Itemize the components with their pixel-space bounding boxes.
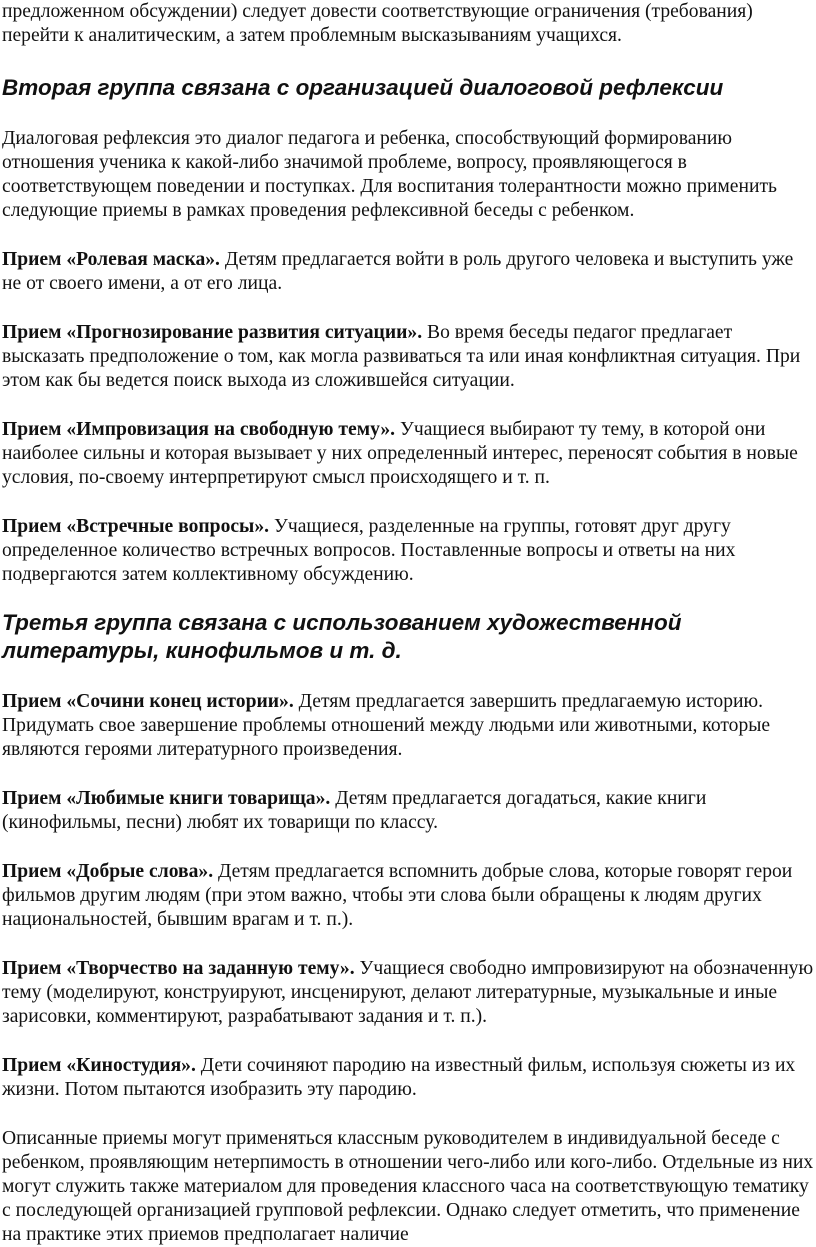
- heading-third-group: Третья группа связана с использованием художественной литературы, кинофильмов и т. д.: [2, 610, 682, 663]
- technique-text: Учащиеся свободно импровизируют на обозначенную тему (моделируют, конструируют, инсценируют, делают литературные, музыкальные и иные зарисовки, комментируют, разрабатывают задания и т. п.).: [2, 958, 814, 1027]
- technique-title: Прием «Любимые книги товарища».: [2, 788, 331, 809]
- technique-forecasting: [2, 321, 814, 393]
- technique-title: Прием «Творчество на заданную тему».: [2, 958, 355, 979]
- technique-title: Прием «Ролевая маска».: [2, 249, 220, 270]
- technique-text: Детям предлагается догадаться, какие книги (кинофильмы, песни) любят их товарищи по классу.: [2, 788, 707, 833]
- technique-film-studio: [2, 1054, 814, 1102]
- technique-favorite-books: [2, 787, 814, 835]
- technique-text: Учащиеся выбирают ту тему, в которой они наиболее сильны и которая вызывает у них определенный интерес, переносят события в новые условия, по-своему интерпретируют смысл происходящего и т. п.: [2, 419, 798, 488]
- technique-title: Прием «Встречные вопросы».: [2, 516, 270, 537]
- closing-paragraph: Описанные приемы могут применяться классным руководителем в индивидуальной беседе с ребенком, проявляющим нетерпимость в отношении чего-либо или кого-либо. Отдельные из них могут служить также материалом для проведения классного часа на соответствующую тематику с последующей организацией групповой рефлексии. Однако следует отметить, что применение на практике этих приемов предполагает наличие: [2, 1128, 814, 1245]
- technique-title: Прием «Киностудия».: [2, 1055, 196, 1076]
- technique-text: Детям предлагается завершить предлагаемую историю. Придумать свое завершение проблемы отношений между людьми или животными, которые являются героями литературного произведения.: [2, 691, 771, 760]
- technique-story-ending: [2, 690, 814, 762]
- technique-title: Прием «Импровизация на свободную тему».: [2, 419, 396, 440]
- technique-text: Учащиеся, разделенные на группы, готовят друг другу определенное количество встречных вопросов. Поставленные вопросы и ответы на них подвергаются затем коллективному обсуждению.: [2, 516, 736, 585]
- technique-role-mask: [2, 248, 814, 296]
- technique-counter-questions: [2, 515, 814, 587]
- dialog-reflection-paragraph: Диалоговая рефлексия это диалог педагога и ребенка, способствующий формированию отношения ученика к какой-либо значимой проблеме, вопросу, проявляющегося в соответствующем поведении и поступках. Для воспитания толерантности можно применить следующие приемы в рамках проведения рефлексивной беседы с ребенком.: [2, 128, 777, 221]
- technique-title: Прием «Добрые слова».: [2, 861, 214, 882]
- technique-text: Дети сочиняют пародию на известный фильм, используя сюжеты из их жизни. Потом пытаются изобразить эту пародию.: [2, 1055, 796, 1100]
- technique-text: Во время беседы педагог предлагает высказать предположение о том, как могла развиваться та или иная конфликтная ситуация. При этом как бы ведется поиск выхода из сложившейся ситуации.: [2, 322, 801, 391]
- technique-creativity: [2, 957, 814, 1029]
- technique-improvisation: [2, 418, 814, 490]
- intro-paragraph: предложенном обсуждении) следует довести соответствующие ограничения (требования) перейти к аналитическим, а затем проблемным высказываниям учащихся.: [2, 1, 753, 46]
- technique-text: Детям предлагается войти в роль другого человека и выступить уже не от своего имени, а от его лица.: [2, 249, 794, 294]
- technique-text: Детям предлагается вспомнить добрые слова, которые говорят герои фильмов другим людям (при этом важно, чтобы эти слова были обращены к людям других национальностей, бывшим врагам и т. п.).: [2, 861, 793, 930]
- technique-title: Прием «Прогнозирование развития ситуации».: [2, 322, 423, 343]
- technique-kind-words: [2, 860, 814, 932]
- technique-title: Прием «Сочини конец истории».: [2, 691, 294, 712]
- heading-second-group: Вторая группа связана с организацией диалоговой рефлексии: [2, 75, 724, 100]
